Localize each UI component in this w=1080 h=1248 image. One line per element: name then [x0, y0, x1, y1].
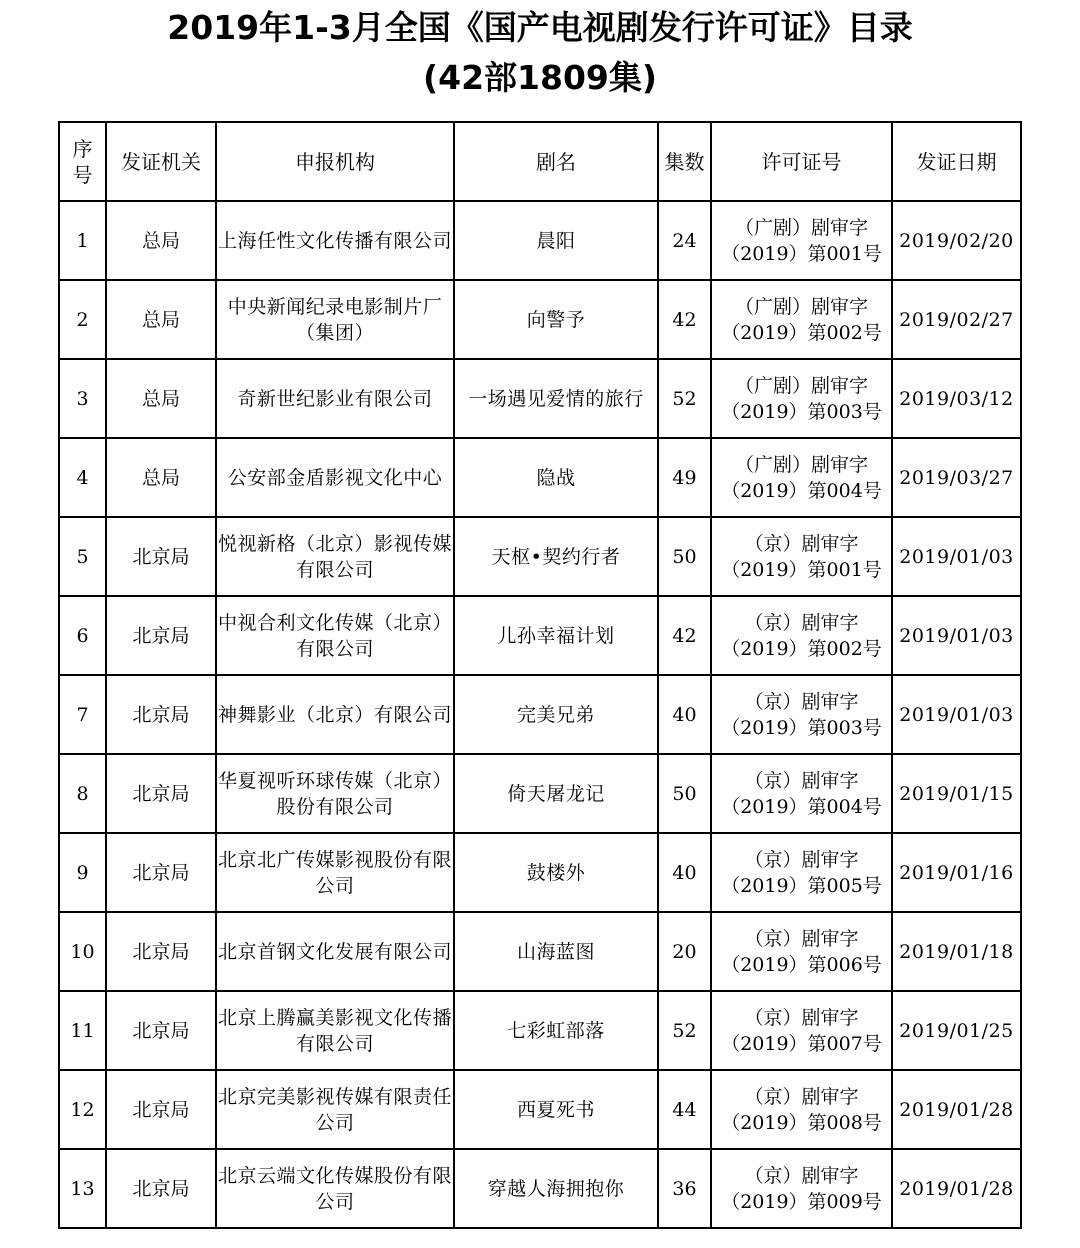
- episode-count: 40: [658, 833, 711, 912]
- drama-title: 穿越人海拥抱你: [454, 1149, 658, 1228]
- license-line-1: （京）剧审字: [744, 1164, 859, 1187]
- issue-date: 2019/01/03: [892, 596, 1021, 675]
- applicant-organization: 神舞影业（北京）有限公司: [216, 675, 454, 754]
- document-subtitle: (42部1809集): [423, 58, 657, 97]
- applicant-organization: 北京上腾赢美影视文化传播有限公司: [216, 991, 454, 1070]
- license-number: [711, 359, 892, 438]
- table-header-row: [59, 122, 1021, 201]
- drama-title: 鼓楼外: [454, 833, 658, 912]
- license-line-1: （京）剧审字: [744, 611, 859, 634]
- license-number: [711, 517, 892, 596]
- license-line-1: （京）剧审字: [744, 848, 859, 871]
- license-number: [711, 675, 892, 754]
- drama-title: 隐战: [454, 438, 658, 517]
- table-row: [59, 280, 1021, 359]
- license-line-2: （2019）第005号: [721, 874, 882, 897]
- issuing-authority: 北京局: [106, 754, 216, 833]
- license-line-1: （京）剧审字: [744, 690, 859, 713]
- drama-title: 向警予: [454, 280, 658, 359]
- license-number: [711, 754, 892, 833]
- license-line-2: （2019）第003号: [721, 716, 882, 739]
- issuing-authority: 总局: [106, 438, 216, 517]
- license-line-1: （京）剧审字: [744, 1006, 859, 1029]
- issuing-authority: 总局: [106, 280, 216, 359]
- header-drama: 剧名: [454, 122, 658, 201]
- issuing-authority: 北京局: [106, 1149, 216, 1228]
- license-number: [711, 833, 892, 912]
- drama-title: 西夏死书: [454, 1070, 658, 1149]
- episode-count: 36: [658, 1149, 711, 1228]
- issue-date: 2019/01/28: [892, 1070, 1021, 1149]
- license-number: [711, 201, 892, 280]
- license-line-1: （广剧）剧审字: [734, 295, 868, 318]
- license-number: [711, 991, 892, 1070]
- issue-date: 2019/01/28: [892, 1149, 1021, 1228]
- table-row: [59, 912, 1021, 991]
- table-row: [59, 1070, 1021, 1149]
- episode-count: 50: [658, 754, 711, 833]
- issue-date: 2019/03/27: [892, 438, 1021, 517]
- issuing-authority: 北京局: [106, 596, 216, 675]
- issue-date: 2019/02/20: [892, 201, 1021, 280]
- table-row: [59, 596, 1021, 675]
- license-line-2: （2019）第001号: [721, 242, 882, 265]
- issuing-authority: 北京局: [106, 912, 216, 991]
- license-line-2: （2019）第003号: [721, 400, 882, 423]
- episode-count: 52: [658, 359, 711, 438]
- document-title: 2019年1-3月全国《国产电视剧发行许可证》目录: [167, 8, 913, 47]
- license-line-2: （2019）第004号: [721, 479, 882, 502]
- license-number: [711, 438, 892, 517]
- license-line-2: （2019）第009号: [721, 1190, 882, 1213]
- issuing-authority: 总局: [106, 201, 216, 280]
- row-number: 12: [59, 1070, 106, 1149]
- row-number: 10: [59, 912, 106, 991]
- license-line-1: （广剧）剧审字: [734, 374, 868, 397]
- license-line-2: （2019）第002号: [721, 637, 882, 660]
- row-number: 2: [59, 280, 106, 359]
- episode-count: 50: [658, 517, 711, 596]
- applicant-organization: 北京首钢文化发展有限公司: [216, 912, 454, 991]
- issuing-authority: 北京局: [106, 833, 216, 912]
- license-number: [711, 912, 892, 991]
- license-number: [711, 280, 892, 359]
- header-date: 发证日期: [892, 122, 1021, 201]
- table-row: [59, 438, 1021, 517]
- table-row: [59, 754, 1021, 833]
- row-number: 3: [59, 359, 106, 438]
- row-number: 6: [59, 596, 106, 675]
- applicant-organization: 公安部金盾影视文化中心: [216, 438, 454, 517]
- episode-count: 42: [658, 596, 711, 675]
- license-line-2: （2019）第008号: [721, 1111, 882, 1134]
- issue-date: 2019/01/25: [892, 991, 1021, 1070]
- license-line-1: （广剧）剧审字: [734, 216, 868, 239]
- applicant-organization: 北京完美影视传媒有限责任公司: [216, 1070, 454, 1149]
- license-line-2: （2019）第006号: [721, 953, 882, 976]
- license-number: [711, 1149, 892, 1228]
- license-line-1: （京）剧审字: [744, 927, 859, 950]
- table-body: [59, 201, 1021, 1228]
- issue-date: 2019/01/15: [892, 754, 1021, 833]
- table-row: [59, 517, 1021, 596]
- table-row: [59, 1149, 1021, 1228]
- drama-title: 七彩虹部落: [454, 991, 658, 1070]
- issue-date: 2019/01/18: [892, 912, 1021, 991]
- table-row: [59, 991, 1021, 1070]
- row-number: 11: [59, 991, 106, 1070]
- license-line-2: （2019）第001号: [721, 558, 882, 581]
- drama-title: 山海蓝图: [454, 912, 658, 991]
- row-number: 5: [59, 517, 106, 596]
- row-number: 1: [59, 201, 106, 280]
- drama-title: 完美兄弟: [454, 675, 658, 754]
- license-line-1: （广剧）剧审字: [734, 453, 868, 476]
- header-issuer: 发证机关: [106, 122, 216, 201]
- license-number: [711, 596, 892, 675]
- episode-count: 24: [658, 201, 711, 280]
- issuing-authority: 总局: [106, 359, 216, 438]
- license-line-2: （2019）第002号: [721, 321, 882, 344]
- header-no: 序号: [59, 122, 106, 201]
- drama-title: 儿孙幸福计划: [454, 596, 658, 675]
- header-episodes: 集数: [658, 122, 711, 201]
- license-line-1: （京）剧审字: [744, 532, 859, 555]
- applicant-organization: 中央新闻纪录电影制片厂（集团）: [216, 280, 454, 359]
- license-line-2: （2019）第004号: [721, 795, 882, 818]
- drama-title: 晨阳: [454, 201, 658, 280]
- drama-title: 一场遇见爱情的旅行: [454, 359, 658, 438]
- episode-count: 40: [658, 675, 711, 754]
- episode-count: 42: [658, 280, 711, 359]
- issuing-authority: 北京局: [106, 991, 216, 1070]
- license-number: [711, 1070, 892, 1149]
- header-license: 许可证号: [711, 122, 892, 201]
- episode-count: 52: [658, 991, 711, 1070]
- episode-count: 44: [658, 1070, 711, 1149]
- applicant-organization: 悦视新格（北京）影视传媒有限公司: [216, 517, 454, 596]
- episode-count: 20: [658, 912, 711, 991]
- applicant-organization: 北京云端文化传媒股份有限公司: [216, 1149, 454, 1228]
- drama-title: 倚天屠龙记: [454, 754, 658, 833]
- issue-date: 2019/01/03: [892, 675, 1021, 754]
- row-number: 7: [59, 675, 106, 754]
- table-row: [59, 833, 1021, 912]
- header-applicant: 申报机构: [216, 122, 454, 201]
- row-number: 4: [59, 438, 106, 517]
- applicant-organization: 北京北广传媒影视股份有限公司: [216, 833, 454, 912]
- license-line-2: （2019）第007号: [721, 1032, 882, 1055]
- issuing-authority: 北京局: [106, 675, 216, 754]
- issue-date: 2019/03/12: [892, 359, 1021, 438]
- applicant-organization: 上海任性文化传播有限公司: [216, 201, 454, 280]
- applicant-organization: 华夏视听环球传媒（北京）股份有限公司: [216, 754, 454, 833]
- row-number: 13: [59, 1149, 106, 1228]
- issue-date: 2019/01/16: [892, 833, 1021, 912]
- license-line-1: （京）剧审字: [744, 1085, 859, 1108]
- issue-date: 2019/02/27: [892, 280, 1021, 359]
- row-number: 8: [59, 754, 106, 833]
- applicant-organization: 中视合利文化传媒（北京）有限公司: [216, 596, 454, 675]
- row-number: 9: [59, 833, 106, 912]
- table-row: [59, 675, 1021, 754]
- issue-date: 2019/01/03: [892, 517, 1021, 596]
- episode-count: 49: [658, 438, 711, 517]
- license-line-1: （京）剧审字: [744, 769, 859, 792]
- table-row: [59, 201, 1021, 280]
- issuing-authority: 北京局: [106, 517, 216, 596]
- issuing-authority: 北京局: [106, 1070, 216, 1149]
- license-table: [58, 121, 1022, 1229]
- drama-title: 天枢•契约行者: [454, 517, 658, 596]
- table-row: [59, 359, 1021, 438]
- applicant-organization: 奇新世纪影业有限公司: [216, 359, 454, 438]
